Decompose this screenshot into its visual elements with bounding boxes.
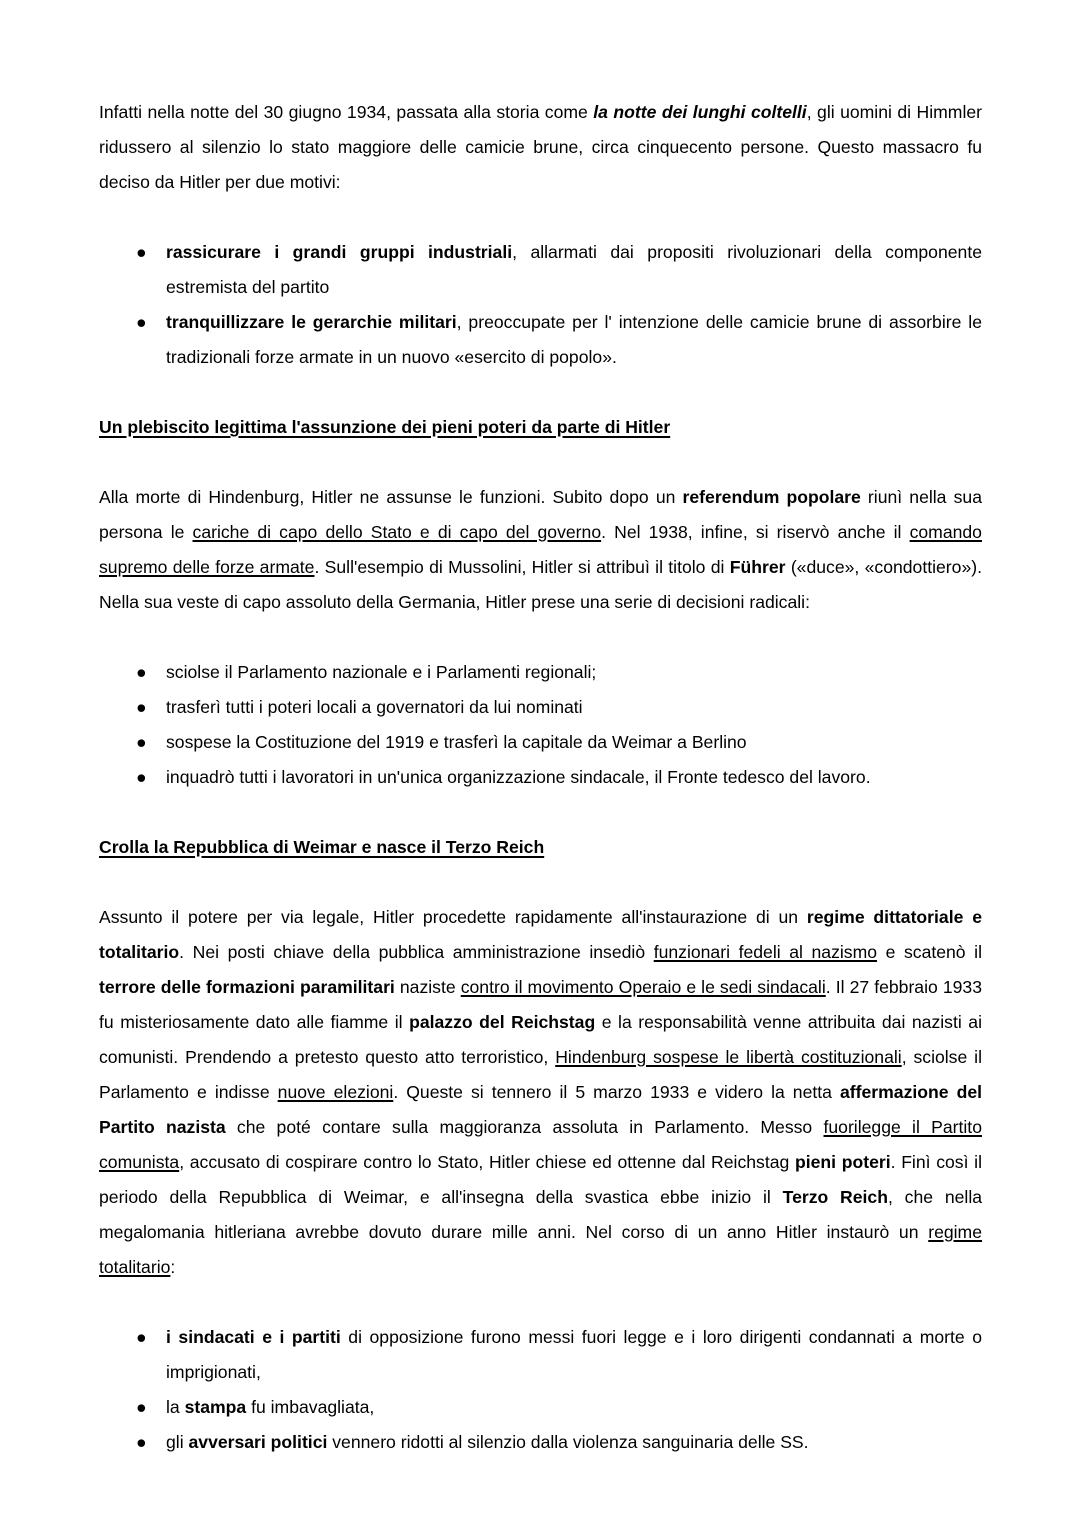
bold-run: regime dittatoriale e totalitario bbox=[99, 907, 982, 962]
text-run: e la responsabilità venne attribuita dai nazisti ai comunisti. Prendendo a pretesto questo atto terroristico, bbox=[99, 1012, 982, 1067]
bold-run: pieni poteri bbox=[794, 1152, 891, 1172]
text-run: di opposizione furono messi fuori legge e i loro dirigenti condannati a morte o imprigionati, bbox=[166, 1327, 982, 1382]
text-run: Assunto il potere per via legale, Hitler procedette rapidamente all'instaurazione di un bbox=[99, 907, 807, 927]
text-run: sciolse il Parlamento nazionale e i Parlamenti regionali; bbox=[166, 662, 597, 682]
bullet-marker-icon: ● bbox=[136, 732, 147, 752]
text-run: : bbox=[170, 1257, 176, 1277]
bold-run: stampa bbox=[184, 1397, 247, 1417]
bold-run: palazzo del Reichstag bbox=[409, 1012, 596, 1032]
text-run: inquadrò tutti i lavoratori in un'unica organizzazione sindacale, il Fronte tedesco del lavoro. bbox=[166, 767, 871, 787]
paragraph-terzo-reich bbox=[99, 900, 982, 1285]
underlined-run: comando supremo delle forze armate bbox=[99, 522, 982, 577]
bullet-marker-icon: ● bbox=[136, 697, 147, 717]
bold-run: i sindacati e i partiti bbox=[166, 1327, 341, 1347]
bullet-marker-icon: ● bbox=[136, 242, 147, 262]
heading-crolla-weimar: Crolla la Repubblica di Weimar e nasce il Terzo Reich bbox=[99, 837, 545, 857]
underlined-run: nuove elezioni bbox=[277, 1082, 394, 1102]
text-run: naziste bbox=[394, 977, 461, 997]
bullet-marker-icon: ● bbox=[136, 1327, 147, 1347]
paragraph-morte-hindenburg bbox=[99, 480, 982, 620]
bold-run: rassicurare i grandi gruppi industriali bbox=[166, 242, 513, 262]
bullet-marker-icon: ● bbox=[136, 1397, 147, 1417]
text-run: , allarmati dai propositi rivoluzionari della componente estremista del partito bbox=[166, 242, 982, 297]
document-body bbox=[99, 95, 982, 1495]
text-run: Alla morte di Hindenburg, Hitler ne assunse le funzioni. Subito dopo un bbox=[99, 487, 683, 507]
text-run: sospese la Costituzione del 1919 e trasferì la capitale da Weimar a Berlino bbox=[166, 732, 747, 752]
bold-run: tranquillizzare le gerarchie militari bbox=[166, 312, 457, 332]
bold-run: avversari politici bbox=[188, 1432, 328, 1452]
text-run: . Queste si tennero il 5 marzo 1933 e videro la netta bbox=[393, 1082, 840, 1102]
paragraph-spacer bbox=[99, 620, 982, 655]
paragraph-spacer bbox=[99, 1285, 982, 1320]
bold-run: terrore delle formazioni paramilitari bbox=[99, 977, 395, 997]
text-run: . Sull'esempio di Mussolini, Hitler si attribuì il titolo di bbox=[314, 557, 730, 577]
list-item-costituzione-1919 bbox=[99, 725, 982, 760]
list-item-tranquillizzare-gerarchie bbox=[99, 305, 982, 375]
text-run: la bbox=[166, 1397, 185, 1417]
underlined-run: contro il movimento Operaio e le sedi sindacali bbox=[460, 977, 826, 997]
heading-plebiscito: Un plebiscito legittima l'assunzione dei pieni poteri da parte di Hitler bbox=[99, 417, 671, 437]
text-run: fu imbavagliata, bbox=[246, 1397, 375, 1417]
text-run: («duce», «condottiero»). Nella sua veste di capo assoluto della Germania, Hitler prese una serie di decisioni radicali: bbox=[99, 557, 982, 612]
text-run: . Il 27 febbraio 1933 fu misteriosamente dato alle fiamme il bbox=[99, 977, 982, 1032]
bold-italic-run: la notte dei lunghi coltelli bbox=[593, 102, 807, 122]
bullet-marker-icon: ● bbox=[136, 1432, 147, 1452]
text-run: trasferì tutti i poteri locali a governatori da lui nominati bbox=[166, 697, 583, 717]
text-run: , accusato di cospirare contro lo Stato, Hitler chiese ed ottenne dal Reichstag bbox=[179, 1152, 795, 1172]
underlined-run: Hindenburg sospese le libertà costituzionali bbox=[555, 1047, 902, 1067]
bold-run: Terzo Reich bbox=[782, 1187, 888, 1207]
list-decisioni-radicali bbox=[99, 655, 982, 795]
bullet-marker-icon: ● bbox=[136, 662, 147, 682]
list-item-stampa bbox=[99, 1390, 982, 1425]
list-item-avversari-politici bbox=[99, 1425, 982, 1460]
text-run: , che nella megalomania hitleriana avrebbe dovuto durare mille anni. Nel corso di un anno Hitler instaurò un bbox=[99, 1187, 983, 1242]
list-item-poteri-locali bbox=[99, 690, 982, 725]
text-run: . Nei posti chiave della pubblica amministrazione insediò bbox=[179, 942, 654, 962]
text-run: , gli uomini di Himmler ridussero al silenzio lo stato maggiore delle camicie brune, circa cinquecento persone. Questo massacro fu deciso da Hitler per due motivi: bbox=[99, 102, 982, 192]
text-run: vennero ridotti al silenzio dalla violenza sanguinaria delle SS. bbox=[327, 1432, 809, 1452]
text-run: gli bbox=[166, 1432, 189, 1452]
text-run: riunì nella sua persona le bbox=[99, 487, 982, 542]
text-run: . Nel 1938, infine, si riservò anche il bbox=[601, 522, 910, 542]
text-run: Infatti nella notte del 30 giugno 1934, passata alla storia come bbox=[99, 102, 594, 122]
list-spacer bbox=[99, 795, 982, 830]
list-item-rassicurare-industriali bbox=[99, 235, 982, 305]
list-item-scioglimento-parlamenti bbox=[99, 655, 982, 690]
list-item-sindacati-partiti bbox=[99, 1320, 982, 1390]
list-spacer bbox=[99, 1460, 982, 1495]
heading-spacer bbox=[99, 445, 982, 480]
list-item-fronte-tedesco-lavoro bbox=[99, 760, 982, 795]
paragraph-spacer bbox=[99, 200, 982, 235]
underlined-run: fuorilegge il Partito comunista bbox=[99, 1117, 982, 1172]
text-run: , preoccupate per l' intenzione delle camicie brune di assorbire le tradizionali forze armate in un nuovo «esercito di popolo». bbox=[166, 312, 982, 367]
heading-spacer bbox=[99, 865, 982, 900]
list-motivi-massacro bbox=[99, 235, 982, 375]
list-spacer bbox=[99, 375, 982, 410]
underlined-run: regime totalitario bbox=[99, 1222, 982, 1277]
bold-run: referendum popolare bbox=[682, 487, 861, 507]
text-run: , sciolse il Parlamento e indisse bbox=[99, 1047, 982, 1102]
bullet-marker-icon: ● bbox=[136, 312, 147, 332]
underlined-run: cariche di capo dello Stato e di capo del governo bbox=[192, 522, 602, 542]
text-run: . Finì così il periodo della Repubblica di Weimar, e all'insegna della svastica ebbe inizio il bbox=[99, 1152, 982, 1207]
bold-run: Führer bbox=[729, 557, 786, 577]
bullet-marker-icon: ● bbox=[136, 767, 147, 787]
list-regime-totalitario bbox=[99, 1320, 982, 1460]
bold-run: affermazione del Partito nazista bbox=[99, 1082, 982, 1137]
text-run: e scatenò il bbox=[877, 942, 982, 962]
underlined-run: funzionari fedeli al nazismo bbox=[653, 942, 878, 962]
text-run: che poté contare sulla maggioranza assoluta in Parlamento. Messo bbox=[225, 1117, 824, 1137]
paragraph-notte-lunghi-coltelli bbox=[99, 95, 982, 200]
